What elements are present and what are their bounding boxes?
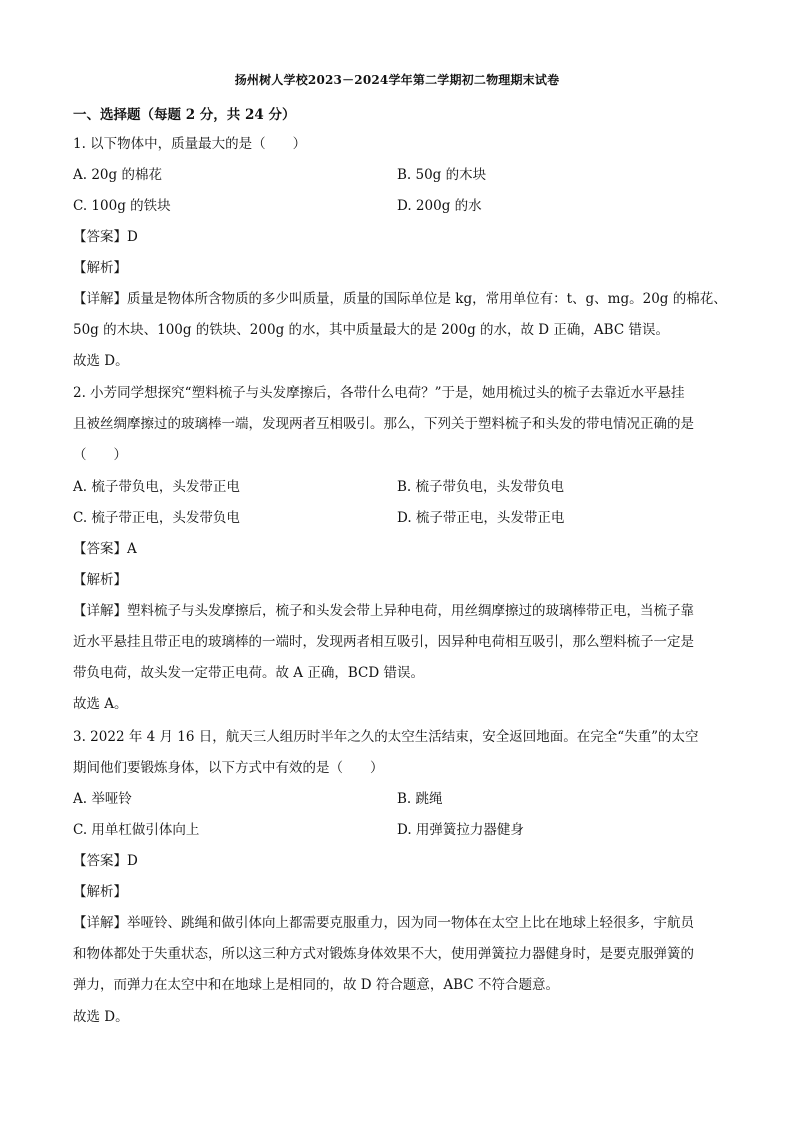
question-2-option-c: C. 梳子带正电，头发带负电 bbox=[73, 510, 240, 526]
question-3-conclusion: 故选 D。 bbox=[73, 1009, 129, 1025]
question-1-answer: 【答案】D bbox=[73, 229, 138, 245]
question-3-detail-line: 弹力，而弹力在太空中和在地球上是相同的，故 D 符合题意，ABC 不符合题意。 bbox=[73, 977, 559, 993]
question-1-option-b: B. 50g 的木块 bbox=[397, 167, 487, 183]
question-1-option-a: A. 20g 的棉花 bbox=[73, 167, 162, 183]
question-1-option-d: D. 200g 的水 bbox=[397, 198, 482, 214]
question-3-option-a: A. 举哑铃 bbox=[73, 791, 132, 807]
question-2-answer: 【答案】A bbox=[73, 541, 137, 557]
question-3-stem-line: 期间他们要锻炼身体，以下方式中有效的是（ ） bbox=[73, 760, 384, 776]
question-3-stem-line: 3. 2022 年 4 月 16 日，航天三人组历时半年之久的太空生活结束，安全返回地面。在完全“失重”的太空 bbox=[73, 729, 699, 745]
question-2-stem-line: 且被丝绸摩擦过的玻璃棒一端，发现两者互相吸引。那么，下列关于塑料梳子和头发的带电情况正确的是 bbox=[73, 416, 694, 432]
question-2-conclusion: 故选 A。 bbox=[73, 696, 128, 712]
question-1-detail-line: 50g 的木块、100g 的铁块、200g 的水，其中质量最大的是 200g 的水，故 D 正确，ABC 错误。 bbox=[73, 322, 669, 338]
question-2-stem-line: （ ） bbox=[73, 447, 127, 463]
question-2-option-a: A. 梳子带负电，头发带正电 bbox=[73, 479, 240, 495]
exam-title: 扬州树人学校2023－2024学年第二学期初二物理期末试卷 bbox=[234, 73, 560, 87]
question-1-conclusion: 故选 D。 bbox=[73, 353, 129, 369]
question-1-stem: 1. 以下物体中，质量最大的是（ ） bbox=[73, 136, 307, 152]
question-1-detail-line: 【详解】质量是物体所含物质的多少叫质量，质量的国际单位是 kg，常用单位有：t、g、mg。20g 的棉花、 bbox=[73, 291, 727, 307]
question-3-analysis-label: 【解析】 bbox=[73, 884, 127, 900]
question-2-detail-line: 【详解】塑料梳子与头发摩擦后，梳子和头发会带上异种电荷，用丝绸摩擦过的玻璃棒带正电，当梳子靠 bbox=[73, 603, 694, 619]
question-2-option-b: B. 梳子带负电，头发带负电 bbox=[397, 479, 565, 495]
question-2-option-d: D. 梳子带正电，头发带正电 bbox=[397, 510, 565, 526]
question-3-option-b: B. 跳绳 bbox=[397, 791, 443, 807]
question-3-option-d: D. 用弹簧拉力器健身 bbox=[397, 822, 524, 838]
question-2-detail-line: 带负电荷，故头发一定带正电荷。故 A 正确，BCD 错误。 bbox=[73, 665, 424, 681]
question-3-detail-line: 和物体都处于失重状态，所以这三种方式对锻炼身体效果不大，使用弹簧拉力器健身时，是要克服弹簧的 bbox=[73, 946, 694, 962]
question-3-option-c: C. 用单杠做引体向上 bbox=[73, 822, 200, 838]
question-2-analysis-label: 【解析】 bbox=[73, 572, 127, 588]
question-1-analysis-label: 【解析】 bbox=[73, 260, 127, 276]
question-3-answer: 【答案】D bbox=[73, 853, 138, 869]
question-1-option-c: C. 100g 的铁块 bbox=[73, 198, 171, 214]
section-heading: 一、选择题（每题 2 分，共 24 分） bbox=[73, 107, 296, 123]
question-2-detail-line: 近水平悬挂且带正电的玻璃棒的一端时，发现两者相互吸引，因异种电荷相互吸引，那么塑料梳子一定是 bbox=[73, 634, 694, 650]
question-2-stem-line: 2. 小芳同学想探究“塑料梳子与头发摩擦后，各带什么电荷？”于是，她用梳过头的梳子去靠近水平悬挂 bbox=[73, 385, 685, 401]
question-3-detail-line: 【详解】举哑铃、跳绳和做引体向上都需要克服重力，因为同一物体在太空上比在地球上轻很多，宇航员 bbox=[73, 915, 694, 931]
